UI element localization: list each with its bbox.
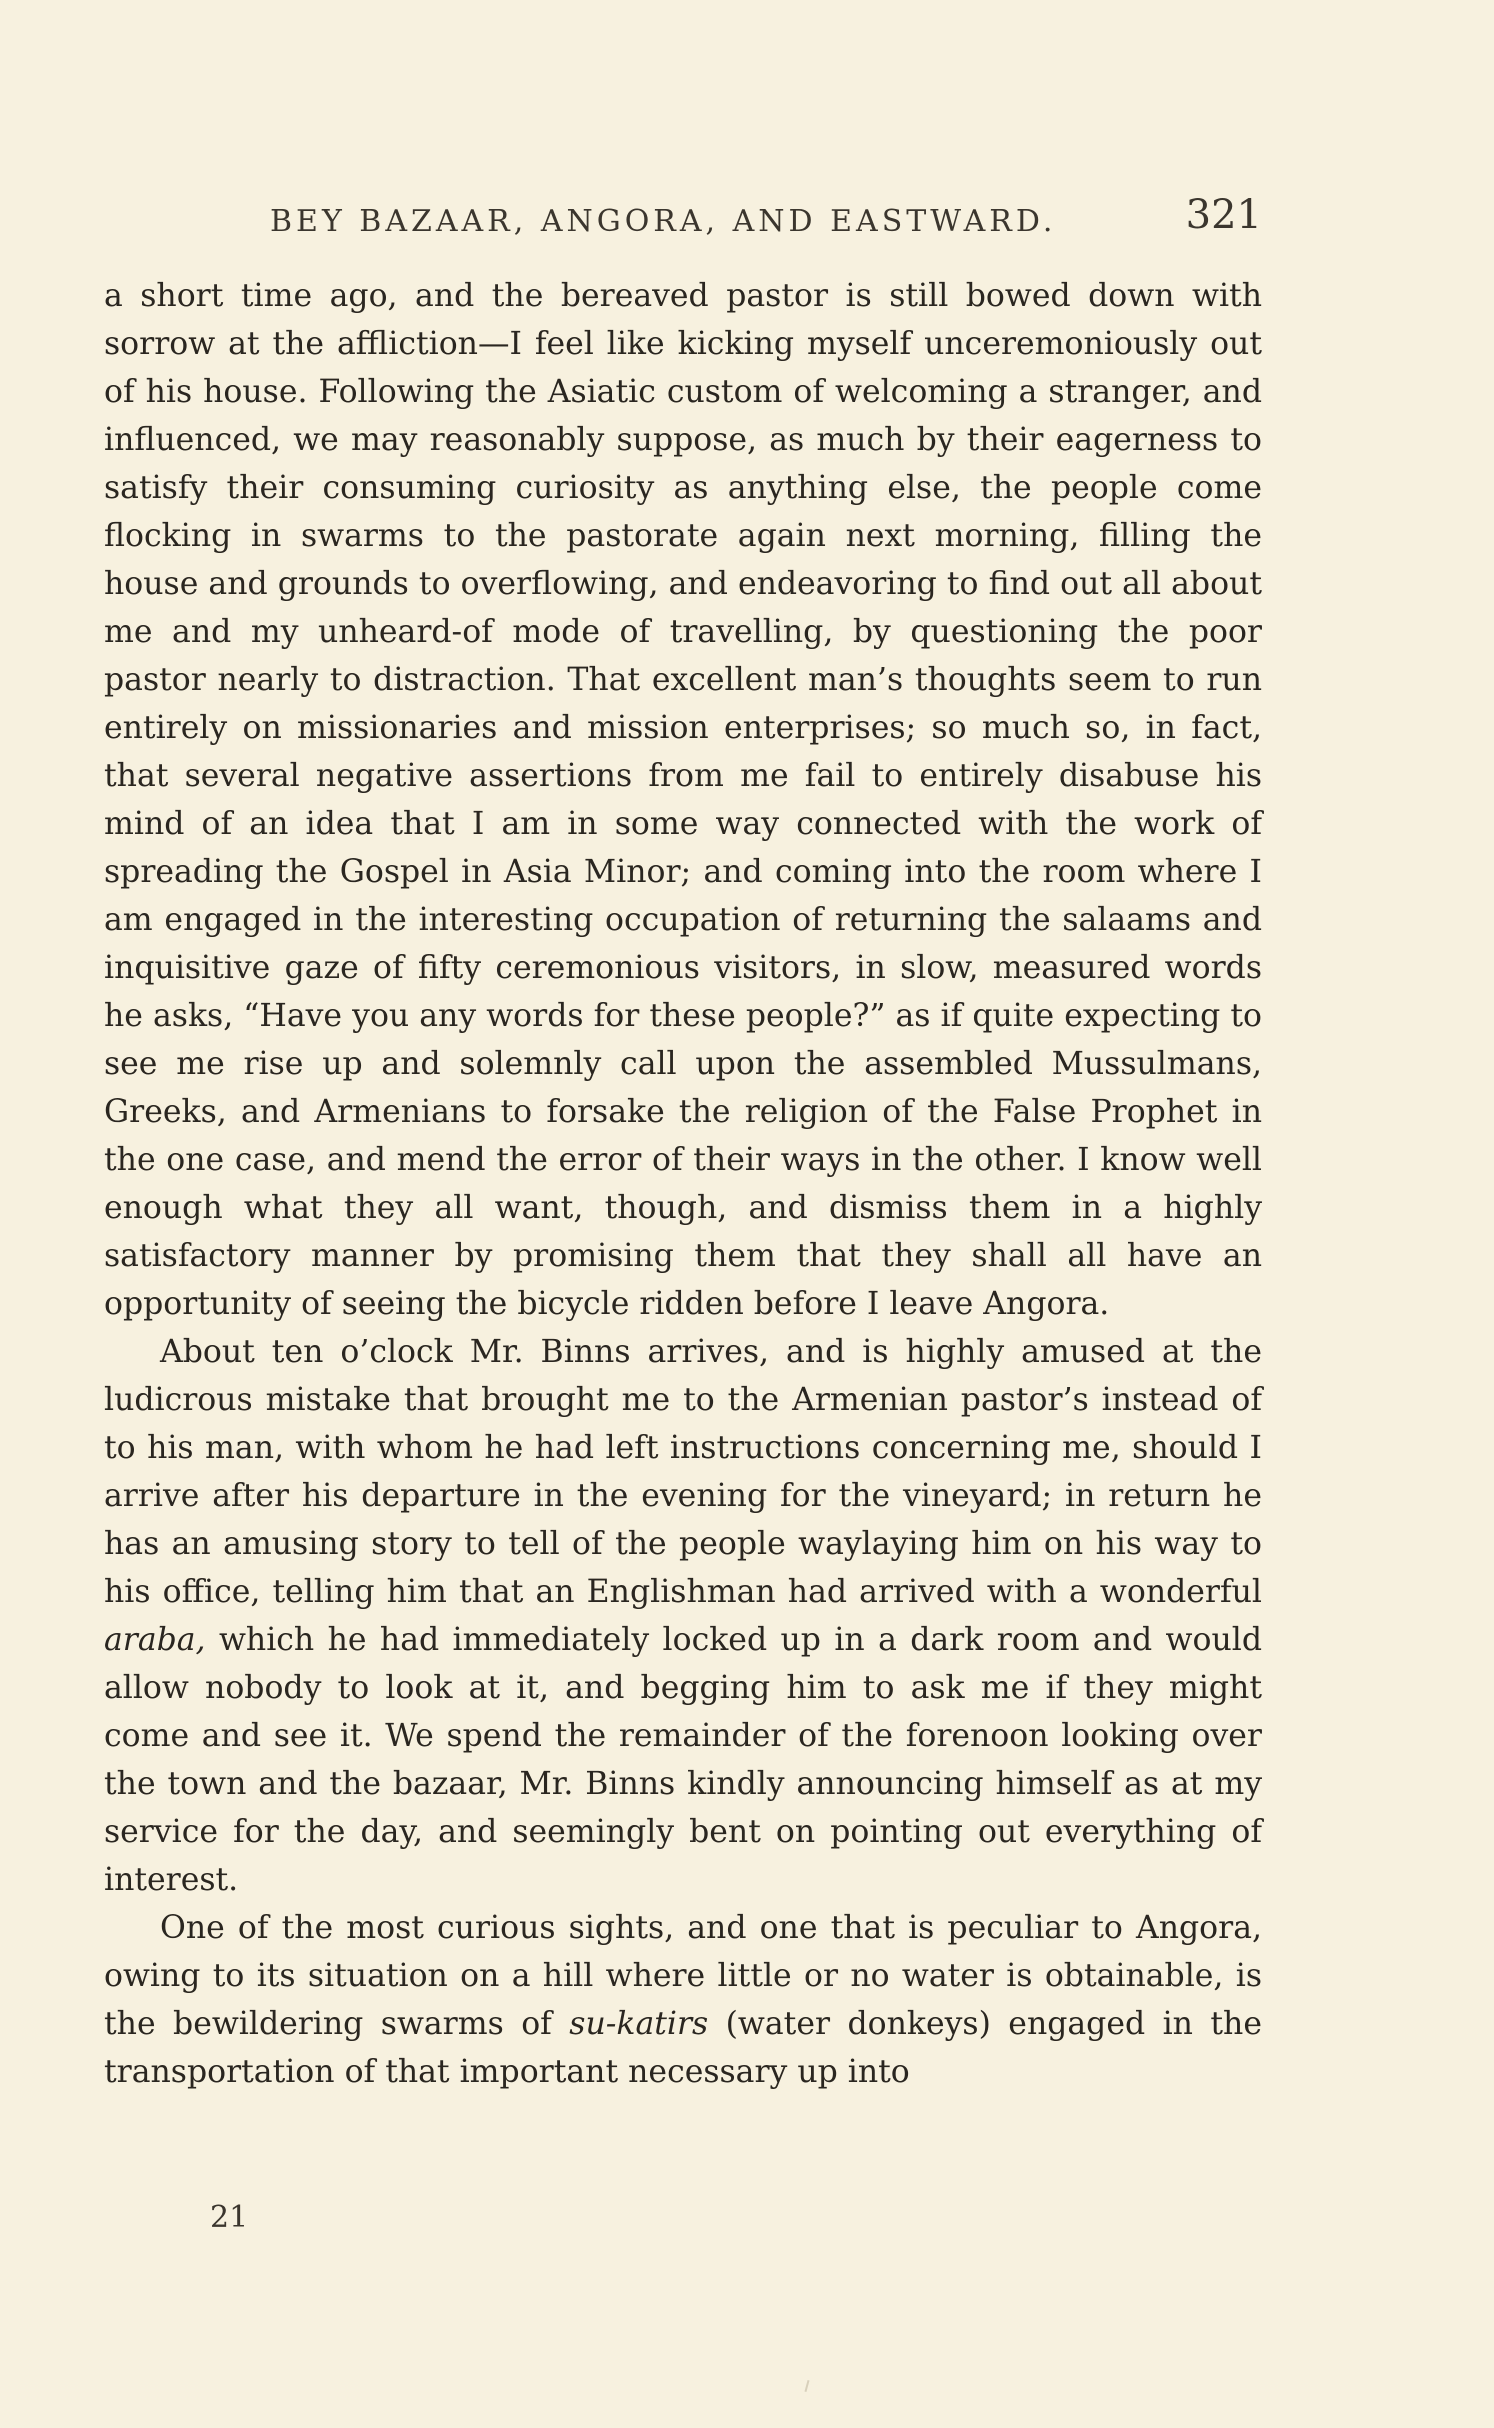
page-number: 321 bbox=[1185, 192, 1262, 238]
signature-mark: 21 bbox=[210, 2200, 249, 2235]
paragraph-2 bbox=[104, 1328, 1262, 1904]
paragraph-3-text-b: (water donkeys) engaged in the transportation of that important necessary up into bbox=[104, 2006, 1262, 2090]
paragraph-3-text-a: One of the most curious sights, and one that is peculiar to Angora, owing to its situation on a hill where little or no water is obtainable, is the bewildering swarms of bbox=[104, 1910, 1262, 2042]
running-header bbox=[104, 190, 1262, 250]
paragraph-2-text-b: which he had immediately locked up in a dark room and would allow nobody to look at it, and begging him to ask me if they might come and see it. We spend the remainder of the forenoon looking over the town and the bazaar, Mr. Binns kindly announcing himself as at my service for the day, and seemingly bent on pointing out everything of interest. bbox=[104, 1622, 1262, 1898]
paragraph-2-text-a: About ten o’clock Mr. Binns arrives, and is highly amused at the ludicrous mistake that brought me to the Armenian pastor’s instead of to his man, with whom he had left instructions concerning me, should I arrive after his departure in the evening for the vineyard; in return he has an amusing story to tell of the people waylaying him on his way to his office, telling him that an Englishman had arrived with a wonderful bbox=[104, 1334, 1262, 1610]
paragraph-1: a short time ago, and the bereaved pastor is still bowed down with sorrow at the affliction—I feel like kicking myself unceremoniously out of his house. Following the Asiatic custom of welcoming a stranger, and influenced, we may reasonably suppose, as much by their eagerness to satisfy their consuming curiosity as anything else, the people come flocking in swarms to the pastorate again next morning, filling the house and grounds to overflowing, and endeavoring to find out all about me and my unheard-of mode of travelling, by questioning the poor pastor nearly to distraction. That excellent man’s thoughts seem to run entirely on missionaries and mission enterprises; so much so, in fact, that several negative assertions from me fail to entirely disabuse his mind of an idea that I am in some way connected with the work of spreading the Gospel in Asia Minor; and coming into the room where I am engaged in the interesting occupation of returning the salaams and inquisitive gaze of fifty ceremonious visitors, in slow, measured words he asks, “Have you any words for these people?” as if quite expecting to see me rise up and solemnly call upon the assembled Mussulmans, Greeks, and Armenians to forsake the religion of the False Prophet in the one case, and mend the error of their ways in the other. I know well enough what they all want, though, and dismiss them in a highly satisfactory manner by promising them that they shall all have an opportunity of seeing the bicycle ridden before I leave Angora. bbox=[104, 278, 1262, 1322]
running-title: BEY BAZAAR, ANGORA, AND EASTWARD. bbox=[270, 204, 1057, 239]
book-page bbox=[104, 190, 1262, 2096]
paragraph-2-italic-araba: araba, bbox=[104, 1622, 206, 1658]
paragraph-3 bbox=[104, 1904, 1262, 2096]
paragraph-3-italic-su-katirs: su-katirs bbox=[569, 2006, 709, 2042]
body-text bbox=[104, 272, 1262, 2096]
paper-speck bbox=[804, 2380, 809, 2392]
